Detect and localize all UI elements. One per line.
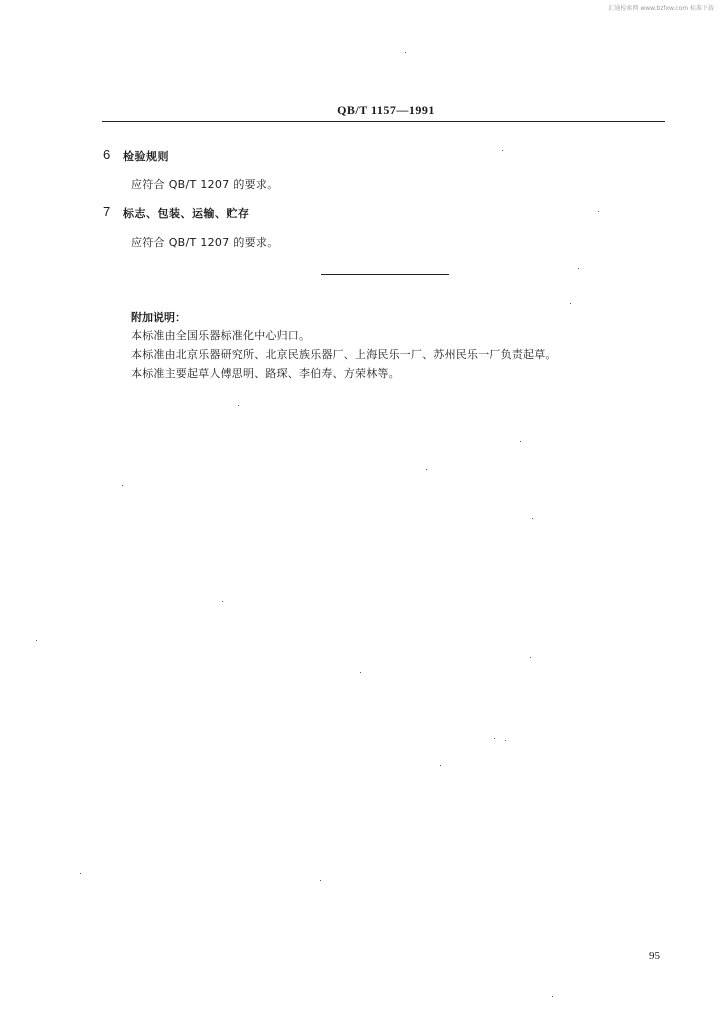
scan-speck (405, 52, 406, 53)
scan-speck (598, 211, 599, 212)
scan-speck (502, 150, 503, 151)
section-6-text: 应符合 QB/T 1207 的要求。 (131, 178, 279, 191)
section-7-text: 应符合 QB/T 1207 的要求。 (131, 236, 279, 249)
scan-speck (36, 640, 37, 641)
scan-speck (552, 996, 553, 997)
scan-speck (426, 469, 427, 470)
section-7-number: 7 (103, 204, 111, 219)
scan-speck (122, 485, 123, 486)
scan-speck (222, 601, 223, 602)
notes-line-1: 本标准由全国乐器标准化中心归口。 (131, 329, 311, 342)
scan-speck (238, 405, 239, 406)
notes-title: 附加说明： (131, 311, 186, 324)
scan-speck (570, 303, 571, 304)
section-6-number: 6 (103, 147, 111, 162)
scan-speck (530, 657, 531, 658)
watermark-text: 汇通检索网 www.bzfxw.com 标准下载 (608, 5, 714, 12)
scan-speck (360, 672, 361, 673)
end-of-text-rule (321, 274, 449, 275)
header-divider (102, 121, 665, 122)
page-number: 95 (649, 950, 660, 962)
standard-code-header: QB/T 1157—1991 (337, 103, 435, 117)
section-6-title: 检验规则 (123, 150, 169, 163)
scan-speck (520, 441, 521, 442)
scan-speck (505, 740, 506, 741)
section-7-title: 标志、包装、运输、贮存 (123, 207, 250, 220)
notes-line-3: 本标准主要起草人傅思明、路琛、李伯寿、方荣林等。 (131, 367, 400, 380)
scan-speck (494, 738, 495, 739)
scan-speck (440, 765, 441, 766)
scan-speck (80, 873, 81, 874)
scan-speck (578, 268, 579, 269)
scan-speck (532, 518, 533, 519)
notes-line-2: 本标准由北京乐器研究所、北京民族乐器厂、上海民乐一厂、苏州民乐一厂负责起草。 (131, 348, 557, 361)
scan-speck (320, 880, 321, 881)
